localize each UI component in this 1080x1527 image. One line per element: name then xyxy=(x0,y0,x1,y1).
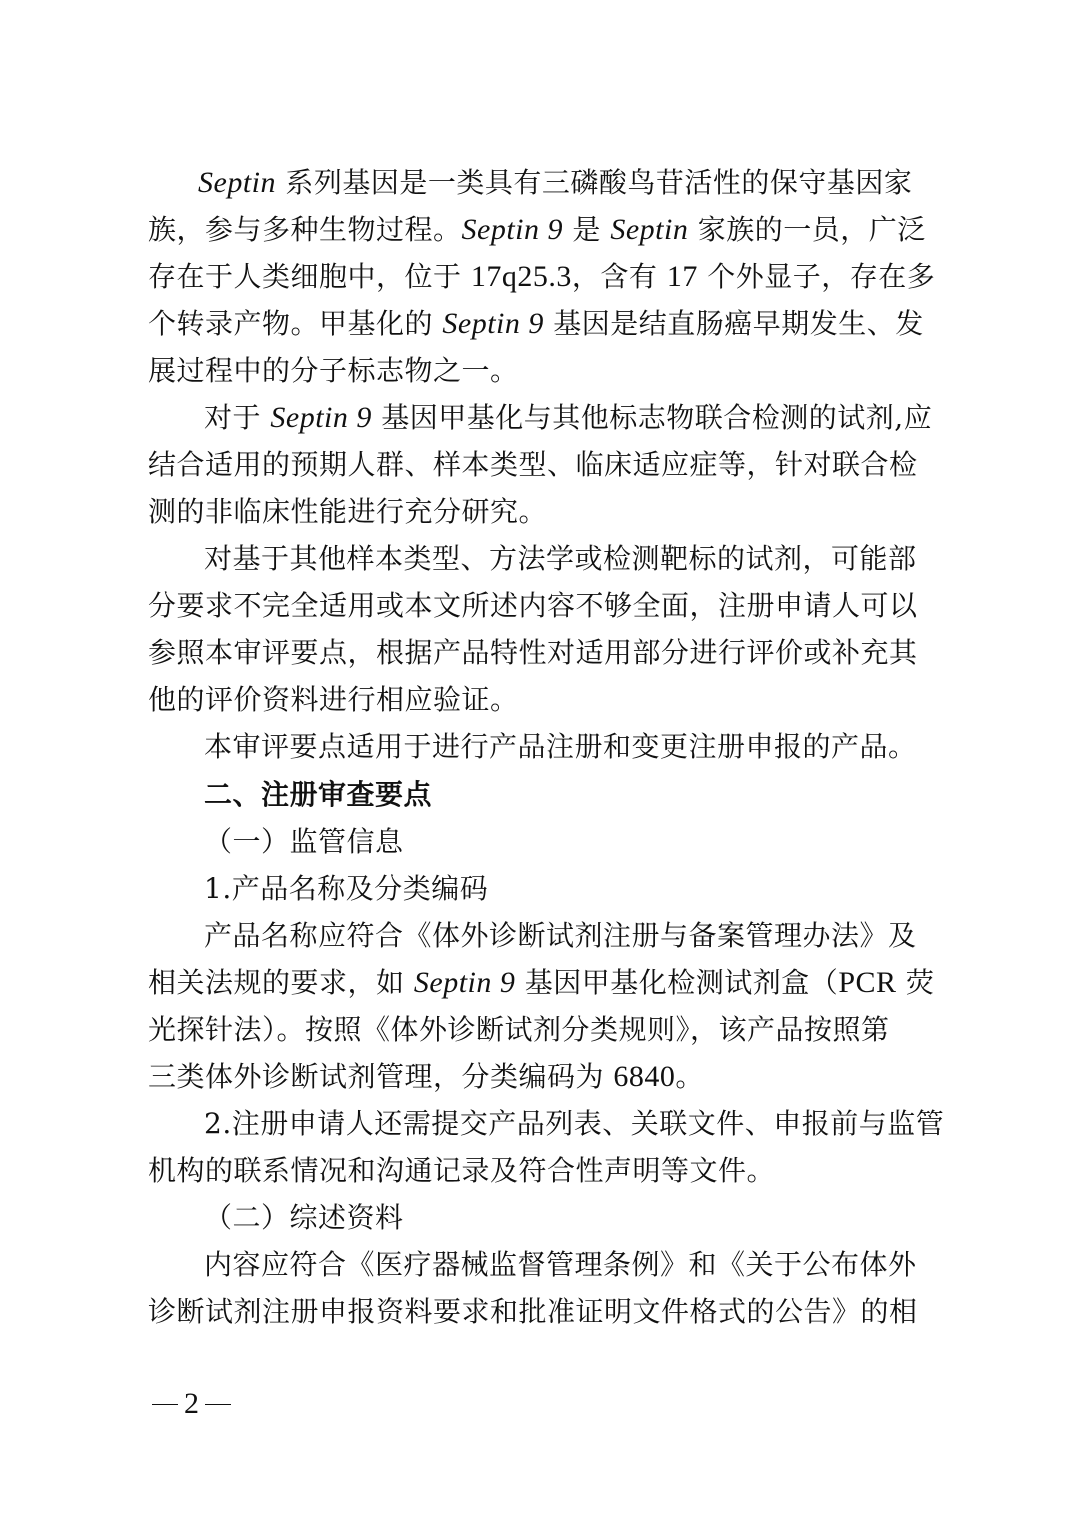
dash-right xyxy=(205,1404,231,1405)
text-span: ，含有 xyxy=(571,260,667,293)
text-span: 17 xyxy=(666,260,698,293)
italic-gene-name: Septin xyxy=(610,213,689,246)
text-span: 族，参与多种生物过程。 xyxy=(148,213,462,246)
text-line: 对基于其他样本类型、方法学或检测靶标的试剂，可能部 xyxy=(204,542,917,575)
text-line: 内容应符合《医疗器械监督管理条例》和《关于公布体外 xyxy=(204,1248,917,1281)
text-line: 他的评价资料进行相应验证。 xyxy=(148,683,519,716)
text-line: 产品名称应符合《体外诊断试剂注册与备案管理办法》及 xyxy=(204,919,917,952)
text-span: 系列基因是一类具有三磷酸鸟苷活性的保守基因家 xyxy=(276,166,913,199)
dash-left xyxy=(152,1404,178,1405)
subsection-heading: （二）综述资料 xyxy=(204,1201,404,1234)
text-line: 分要求不完全适用或本文所述内容不够全面，注册申请人可以 xyxy=(148,589,918,622)
text-span: 对于 xyxy=(204,401,271,434)
text-line: 结合适用的预期人群、样本类型、临床适应症等，针对联合检 xyxy=(148,448,918,481)
text-line: 机构的联系情况和沟通记录及符合性声明等文件。 xyxy=(148,1154,776,1187)
page-number: 2 xyxy=(184,1387,199,1420)
text-span: 家族的一员，广泛 xyxy=(688,213,926,246)
item-title: 1.产品名称及分类编码 xyxy=(204,872,489,905)
text-line xyxy=(0,960,1080,1006)
italic-gene-name: Septin 9 xyxy=(270,401,372,434)
text-line: 本审评要点适用于进行产品注册和变更注册申报的产品。 xyxy=(204,730,917,763)
text-line: 参照本审评要点，根据产品特性对适用部分进行评价或补充其 xyxy=(148,636,918,669)
text-line xyxy=(0,395,1080,441)
text-span: 基因是结直肠癌早期发生、发 xyxy=(543,307,924,340)
subsection-heading: （一）监管信息 xyxy=(204,825,404,858)
text-line: 展过程中的分子标志物之一。 xyxy=(148,354,519,387)
text-span: 6840 xyxy=(613,1060,676,1093)
text-span: 基因甲基化检测试剂盒（ xyxy=(515,966,839,999)
text-span: 个转录产物。甲基化的 xyxy=(148,307,443,340)
italic-gene-name: Septin xyxy=(198,166,276,199)
text-line: 测的非临床性能进行充分研究。 xyxy=(148,495,548,528)
text-line: 诊断试剂注册申报资料要求和批准证明文件格式的公告》的相 xyxy=(148,1295,918,1328)
text-line xyxy=(0,254,1080,300)
text-span: PCR xyxy=(838,966,897,999)
text-span: 相关法规的要求，如 xyxy=(148,966,414,999)
text-span: 荧 xyxy=(896,966,935,999)
text-span: 。 xyxy=(675,1060,704,1093)
text-span: 存在于人类细胞中，位于 xyxy=(148,260,471,293)
text-span: 基因甲基化与其他标志物联合检测的试剂,应 xyxy=(371,401,933,434)
text-line: 光探针法）。按照《体外诊断试剂分类规则》，该产品按照第 xyxy=(148,1013,890,1046)
text-line xyxy=(0,207,1080,253)
italic-gene-name: Septin 9 xyxy=(442,307,544,340)
text-line: 2.注册申请人还需提交产品列表、关联文件、申报前与监管 xyxy=(204,1107,945,1140)
text-line xyxy=(0,301,1080,347)
text-span: 个外显子，存在多 xyxy=(697,260,936,293)
section-heading: 二、注册审查要点 xyxy=(204,778,433,811)
text-span: 是 xyxy=(563,213,611,246)
italic-gene-name: Septin 9 xyxy=(461,213,564,246)
italic-gene-name: Septin 9 xyxy=(413,966,516,999)
text-span: 17q25.3 xyxy=(470,260,572,293)
text-line xyxy=(0,1054,1080,1100)
text-span: 三类体外诊断试剂管理，分类编码为 xyxy=(148,1060,614,1093)
page-footer xyxy=(146,1384,237,1424)
text-line xyxy=(0,160,1080,206)
